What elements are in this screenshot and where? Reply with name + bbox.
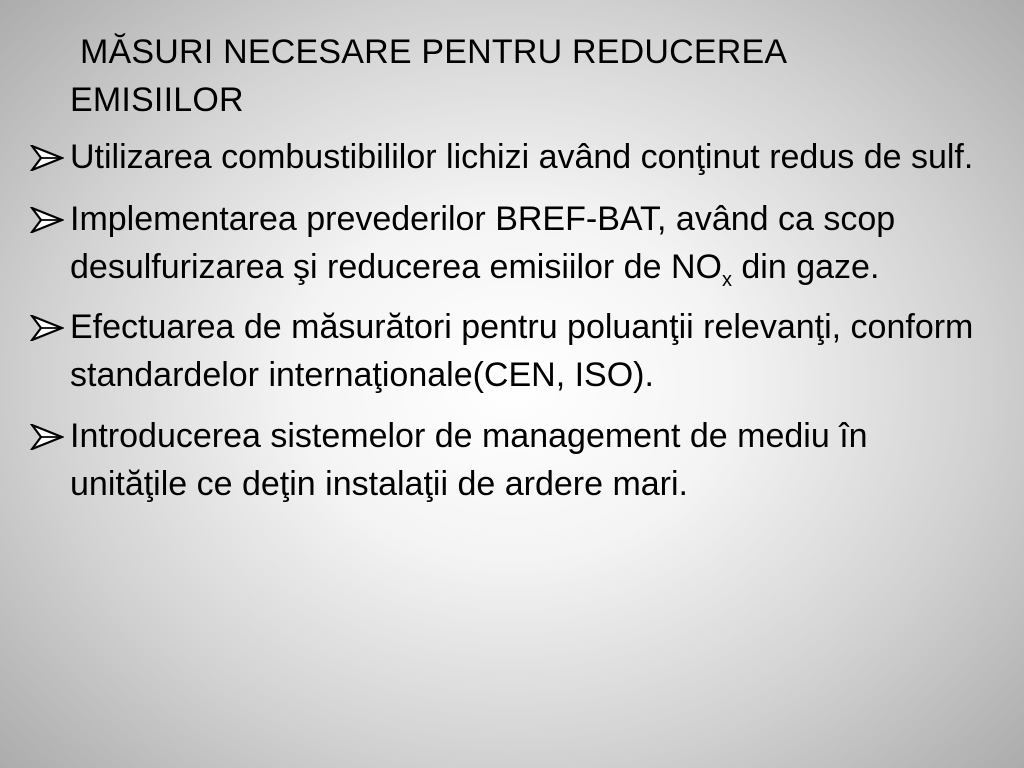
arrowhead-bullet-icon <box>30 424 64 450</box>
bullet-text: Efectuarea de măsurători pentru poluanţii relevanţi, conform standardelor internaţionale(CEN, ISO). <box>70 308 974 394</box>
arrowhead-bullet-icon <box>30 315 64 341</box>
bullet-list <box>30 133 990 522</box>
bullet-item <box>30 133 990 181</box>
bullet-item <box>30 195 990 291</box>
bullet-text: Introducerea sistemelor de management de mediu în unităţile ce deţin instalaţii de ardere mari. <box>70 417 868 503</box>
bullet-text-main: Implementarea prevederilor BREF-BAT, având ca scop desulfurizarea şi reducerea emisiilor de NO <box>70 200 896 286</box>
bullet-item <box>30 303 990 399</box>
bullet-item <box>30 412 990 508</box>
slide-title: MĂSURI NECESARE PENTRU REDUCEREA EMISIILOR <box>70 33 786 119</box>
bullet-text-end: din gaze. <box>731 248 880 286</box>
arrowhead-bullet-icon <box>30 207 64 233</box>
subscript-x: x <box>721 269 732 291</box>
bullet-text <box>70 200 896 291</box>
bullet-text: Utilizarea combustibililor lichizi având conţinut redus de sulf. <box>70 138 974 176</box>
arrowhead-bullet-icon <box>30 145 64 171</box>
